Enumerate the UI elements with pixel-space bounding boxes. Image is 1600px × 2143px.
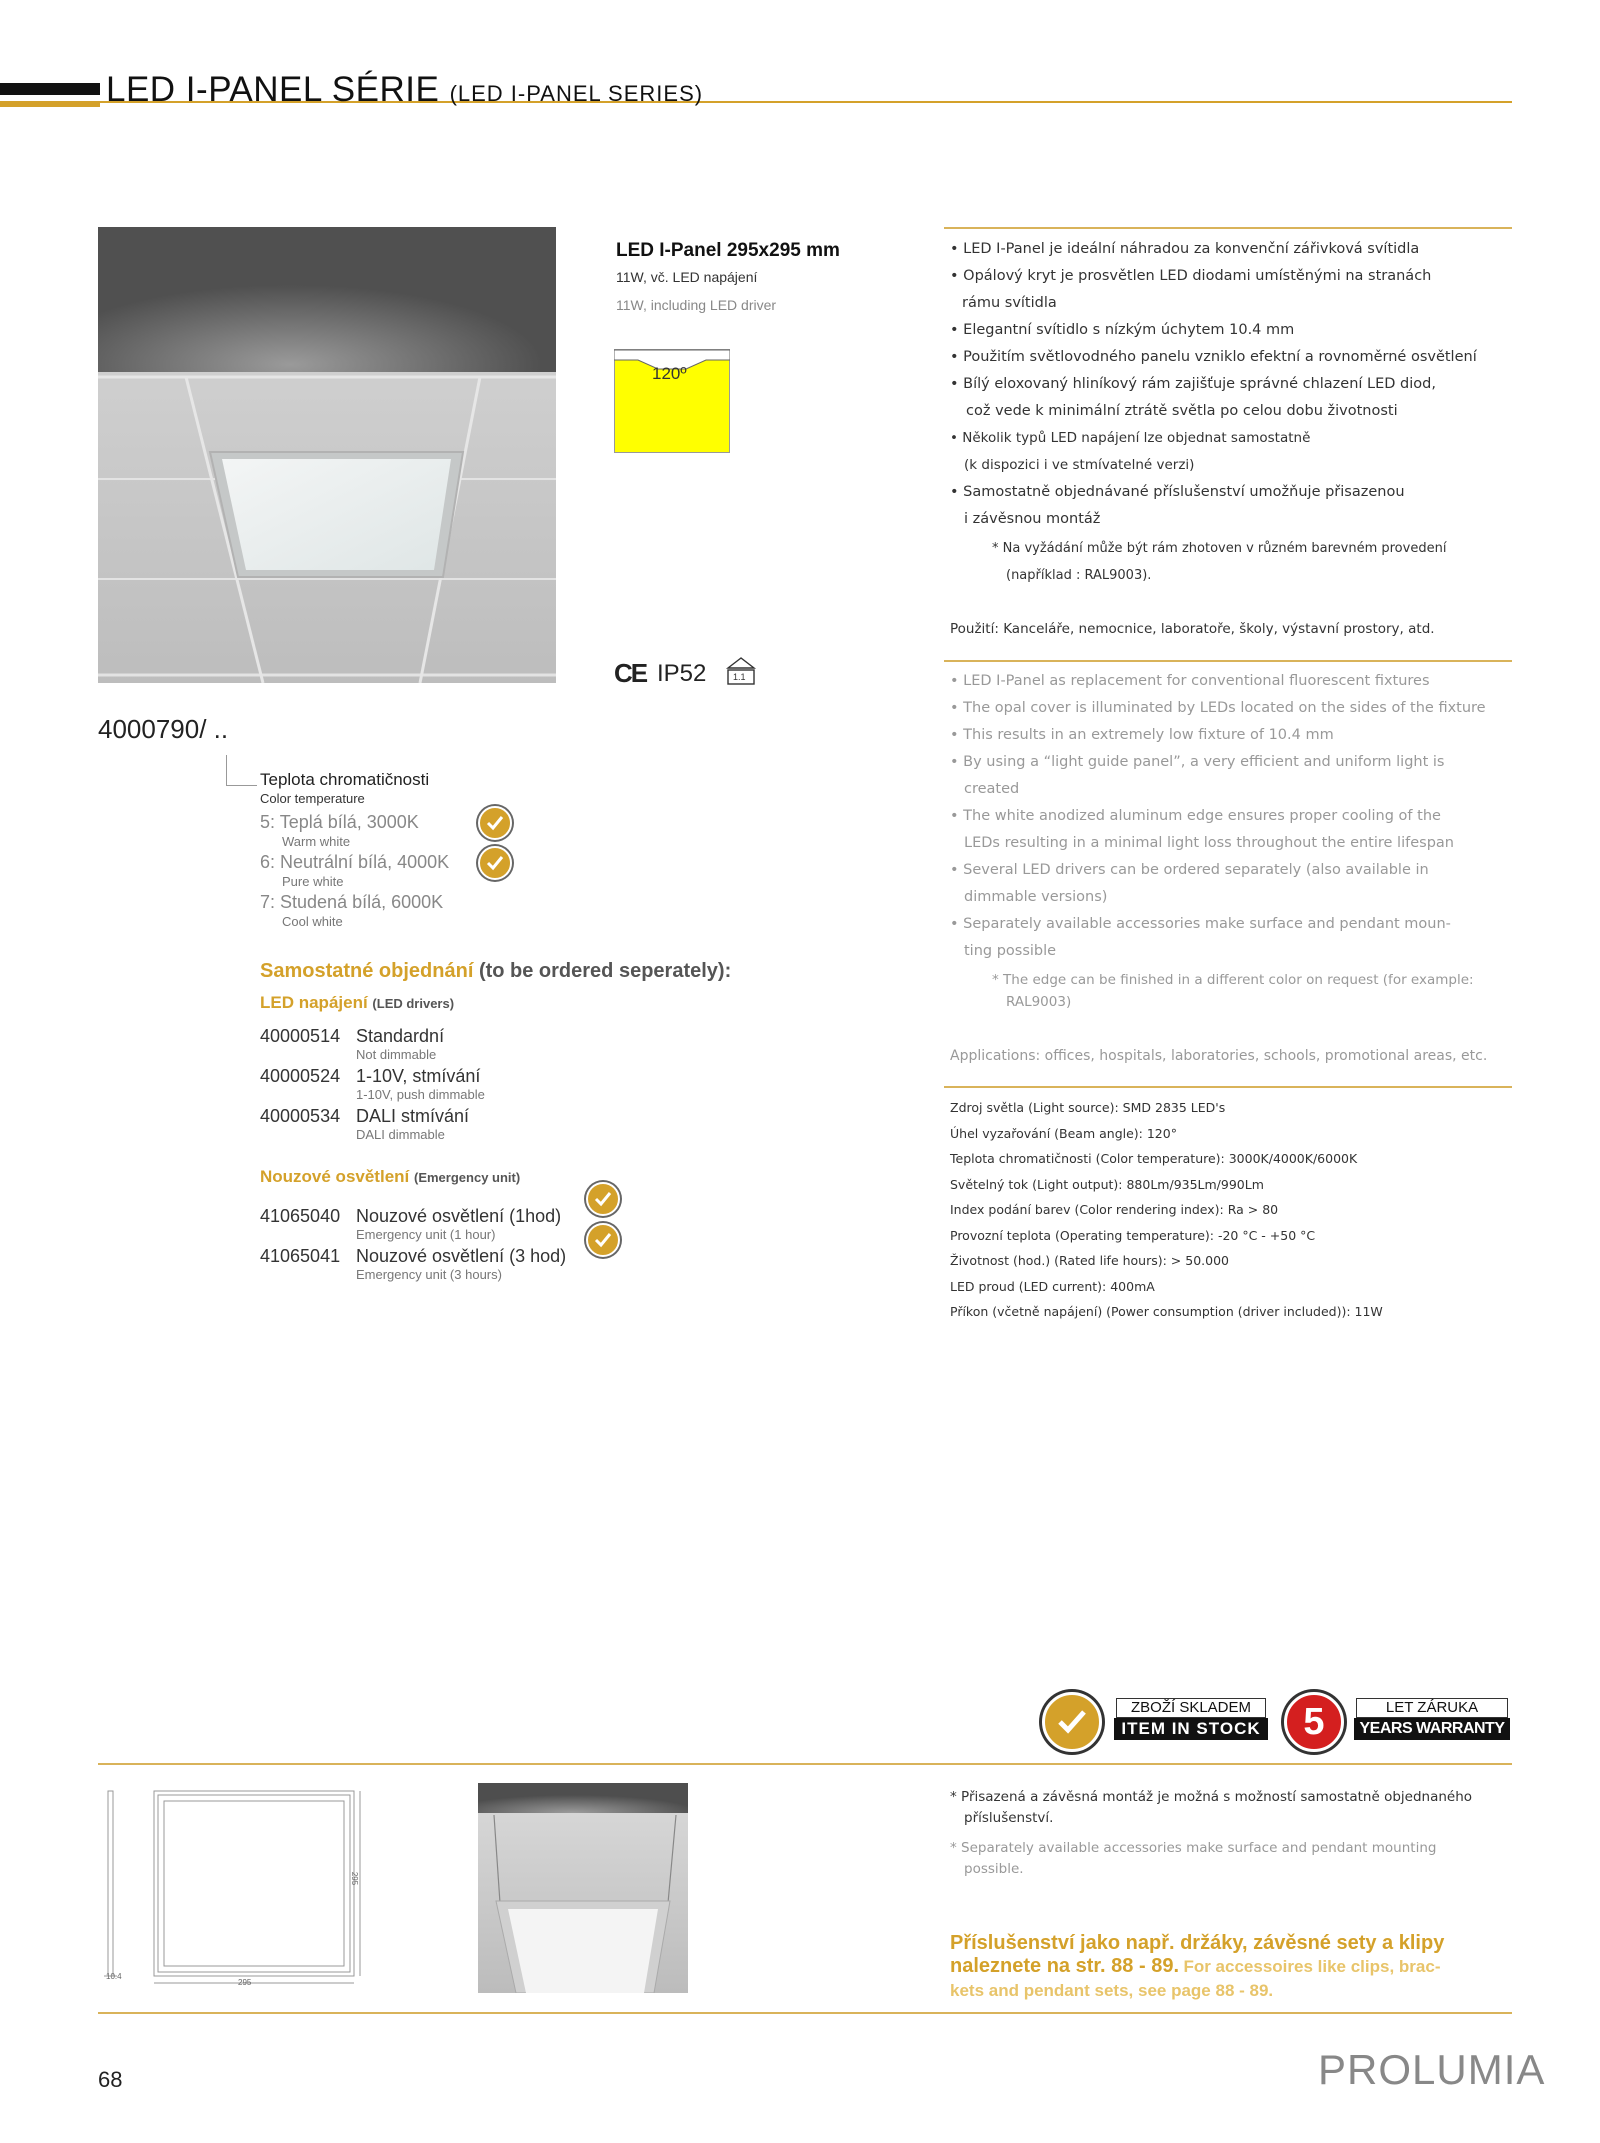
list-item: • Opálový kryt je prosvětlen LED diodami umístěnými na stranách (950, 268, 1432, 284)
order-code: 4000790/ .. (98, 714, 229, 744)
list-item: • The white anodized aluminum edge ensures proper cooling of the (950, 808, 1441, 824)
note-en-line: RAL9003) (1006, 994, 1072, 1010)
list-item: • Separately available accessories make surface and pendant moun- (950, 916, 1451, 932)
spec-row: Příkon (včetně napájení) (Power consumption (driver included)): 11W (950, 1304, 1383, 1319)
header-accent-black (0, 83, 100, 95)
note-line: * Přisazená a závěsná montáž je možná s možností samostatně objednaného (950, 1789, 1473, 1805)
warranty-badge (1284, 1692, 1512, 1752)
ce-mark: CE (614, 658, 647, 688)
list-item: • LED I-Panel je ideální náhradou za konvenční zářivková svítidla (950, 241, 1420, 257)
spec-row: LED proud (LED current): 400mA (950, 1278, 1155, 1294)
product-power-cz: 11W, vč. LED napájení (616, 269, 758, 285)
stock-label-cz: ZBOŽÍ SKLADEM (1116, 1698, 1266, 1718)
warranty-label-en: YEARS WARRANTY (1354, 1718, 1510, 1740)
note-cz-line: * Na vyžádání může být rám zhotoven v různém barevném provedení (992, 541, 1447, 556)
features-cz-list (950, 236, 1515, 589)
list-item: created (964, 781, 1020, 797)
drivers-heading-cz: LED napájení (260, 993, 368, 1012)
note-line: * Separately available accessories make surface and pendant mounting (950, 1840, 1437, 1856)
list-item: • Samostatně objednávané příslušenství umožňuje přisazenou (950, 484, 1405, 500)
spec-row: Teplota chromatičnosti (Color temperature): 3000K/4000K/6000K (950, 1151, 1358, 1166)
emergency-name: Nouzové osvětlení (3 hod) (356, 1246, 567, 1266)
driver-code: 40000524 (260, 1066, 341, 1086)
mounting-note-en (950, 1838, 1515, 1880)
stock-badge (1042, 1692, 1270, 1752)
list-item: • Several LED drivers can be ordered separately (also available in (950, 862, 1429, 878)
color-temp-label-en: Color temperature (260, 791, 365, 806)
beam-angle-label: 120º (652, 364, 687, 383)
page-title (106, 70, 703, 110)
list-item: dimmable versions) (964, 889, 1108, 905)
accessories-en-line: For accessoires like clips, brac- (1183, 1957, 1441, 1976)
emergency-code: 41065040 (260, 1206, 341, 1226)
ip-rating: IP52 (657, 660, 707, 687)
list-item: • By using a “light guide panel”, a very efficient and uniform light is (950, 754, 1445, 770)
list-item: (k dispozici i ve stmívatelné verzi) (964, 457, 1195, 473)
emergency-heading-en: (Emergency unit) (414, 1170, 521, 1185)
product-name: LED I-Panel 295x295 mm (616, 240, 840, 261)
driver-sub: Not dimmable (356, 1047, 437, 1062)
separate-order-heading (260, 960, 731, 983)
color-temp-option-6000k: 7: Studená bílá, 6000K (260, 892, 444, 912)
emergency-sub: Emergency unit (3 hours) (356, 1267, 502, 1282)
driver-name: 1-10V, stmívání (356, 1066, 481, 1086)
page-number: 68 (98, 2067, 123, 2092)
header-accent-gold (0, 101, 100, 107)
rule-bottom (98, 2012, 1512, 2014)
driver-name: Standardní (356, 1026, 445, 1046)
list-item: • LED I-Panel as replacement for conventional fluorescent fixtures (950, 673, 1430, 689)
dimension-height-label: 295 (350, 1871, 360, 1886)
driver-sub: 1-10V, push dimmable (356, 1087, 485, 1102)
driver-sub: DALI dimmable (356, 1127, 445, 1142)
applications-cz: Použití: Kanceláře, nemocnice, laboratoře, školy, výstavní prostory, atd. (950, 621, 1435, 637)
color-temp-option-6000k-en: Cool white (282, 914, 343, 929)
accessories-cz-line: Příslušenství jako např. držáky, závěsné sety a klipy (950, 1932, 1445, 1954)
emergency-heading-cz: Nouzové osvětlení (260, 1167, 410, 1186)
dimension-drawing (98, 1783, 370, 1993)
emergency-name: Nouzové osvětlení (1hod) (356, 1206, 562, 1226)
list-item: i závěsnou montáž (964, 511, 1101, 527)
warranty-number: 5 (1284, 1692, 1344, 1752)
mounting-class-label: 1.1 (733, 672, 746, 682)
list-item: • Bílý eloxovaný hliníkový rám zajišťuje správné chlazení LED diod, (950, 376, 1436, 392)
list-item: • This results in an extremely low fixture of 10.4 mm (950, 727, 1334, 743)
check-icon (586, 1223, 620, 1257)
separate-order-title-en: (to be ordered seperately): (478, 960, 732, 982)
list-item: což vede k minimální ztrátě světla po celou dobu životnosti (966, 403, 1398, 419)
rule-specs (944, 1086, 1512, 1088)
list-item: • Použitím světlovodného panelu vzniklo efektní a rovnoměrné osvětlení (950, 349, 1477, 365)
drivers-heading (260, 993, 454, 1013)
check-icon (586, 1182, 620, 1216)
stock-check-icon (1042, 1692, 1102, 1752)
driver-code: 40000534 (260, 1106, 341, 1126)
rule-mid (944, 660, 1512, 662)
check-icon (478, 806, 512, 840)
emergency-code: 41065041 (260, 1246, 341, 1266)
color-temp-option-4000k-en: Pure white (282, 874, 344, 889)
emergency-heading (260, 1167, 520, 1187)
applications-en: Applications: offices, hospitals, laboratories, schools, promotional areas, etc. (950, 1048, 1488, 1064)
note-line: příslušenství. (964, 1810, 1054, 1826)
list-item: • Elegantní svítidlo s nízkým úchytem 10.4 mm (950, 322, 1295, 338)
warranty-label-cz: LET ZÁRUKA (1356, 1698, 1508, 1718)
driver-code: 40000514 (260, 1026, 341, 1046)
dimension-width-label: 295 (238, 1978, 252, 1987)
emergency-sub: Emergency unit (1 hour) (356, 1227, 496, 1242)
separate-order-title-cz: Samostatné objednání (260, 960, 474, 982)
product-photo (98, 227, 556, 683)
dimension-depth-label: 10.4 (106, 1972, 122, 1981)
pendant-mount-photo (478, 1783, 688, 1993)
list-item: rámu svítidla (962, 295, 1057, 311)
features-en-list (950, 668, 1515, 1013)
brand-logo: PROLUMIA (1318, 2046, 1546, 2093)
mounting-note-cz (950, 1787, 1515, 1829)
spec-row: Úhel vyzařování (Beam angle): 120° (950, 1125, 1177, 1141)
note-line: possible. (964, 1861, 1024, 1877)
code-connector-line (226, 755, 257, 786)
rule-bottom-top (98, 1763, 1512, 1765)
color-temp-option-3000k: 5: Teplá bílá, 3000K (260, 812, 419, 832)
accessories-note (950, 1932, 1510, 2002)
spec-row: Provozní teplota (Operating temperature): -20 °C - +50 °C (950, 1227, 1316, 1243)
color-temp-option-3000k-en: Warm white (282, 834, 351, 849)
check-icon (478, 846, 512, 880)
page-title-main: LED I-PANEL SÉRIE (106, 70, 440, 109)
stock-label-en: ITEM IN STOCK (1114, 1718, 1268, 1740)
driver-name: DALI stmívání (356, 1106, 470, 1126)
accessories-en-line: kets and pendant sets, see page 88 - 89. (950, 1981, 1274, 2000)
drivers-heading-en: (LED drivers) (372, 996, 455, 1011)
list-item: • The opal cover is illuminated by LEDs located on the sides of the fixture (950, 700, 1486, 716)
note-cz-line: (například : RAL9003). (1006, 568, 1152, 583)
page-title-sub: (LED I-PANEL SERIES) (449, 81, 704, 106)
product-power-en: 11W, including LED driver (616, 297, 777, 313)
list-item: LEDs resulting in a minimal light loss throughout the entire lifespan (964, 835, 1454, 851)
color-temp-option-4000k: 6: Neutrální bílá, 4000K (260, 852, 450, 872)
spec-row: Světelný tok (Light output): 880Lm/935Lm/990Lm (950, 1176, 1264, 1192)
spec-row: Zdroj světla (Light source): SMD 2835 LED's (950, 1100, 1226, 1115)
list-item: ting possible (964, 943, 1057, 959)
color-temp-label: Teplota chromatičnosti (260, 770, 430, 789)
note-en-line: * The edge can be finished in a different color on request (for example: (992, 972, 1474, 988)
accessories-cz-line: naleznete na str. 88 - 89. (950, 1955, 1179, 1977)
spec-list (950, 1095, 1515, 1325)
rule-top (944, 227, 1512, 229)
list-item: • Několik typů LED napájení lze objednat samostatně (950, 430, 1311, 446)
spec-row: Životnost (hod.) (Rated life hours): > 50.000 (950, 1253, 1229, 1268)
spec-row: Index podání barev (Color rendering index): Ra > 80 (950, 1202, 1279, 1217)
